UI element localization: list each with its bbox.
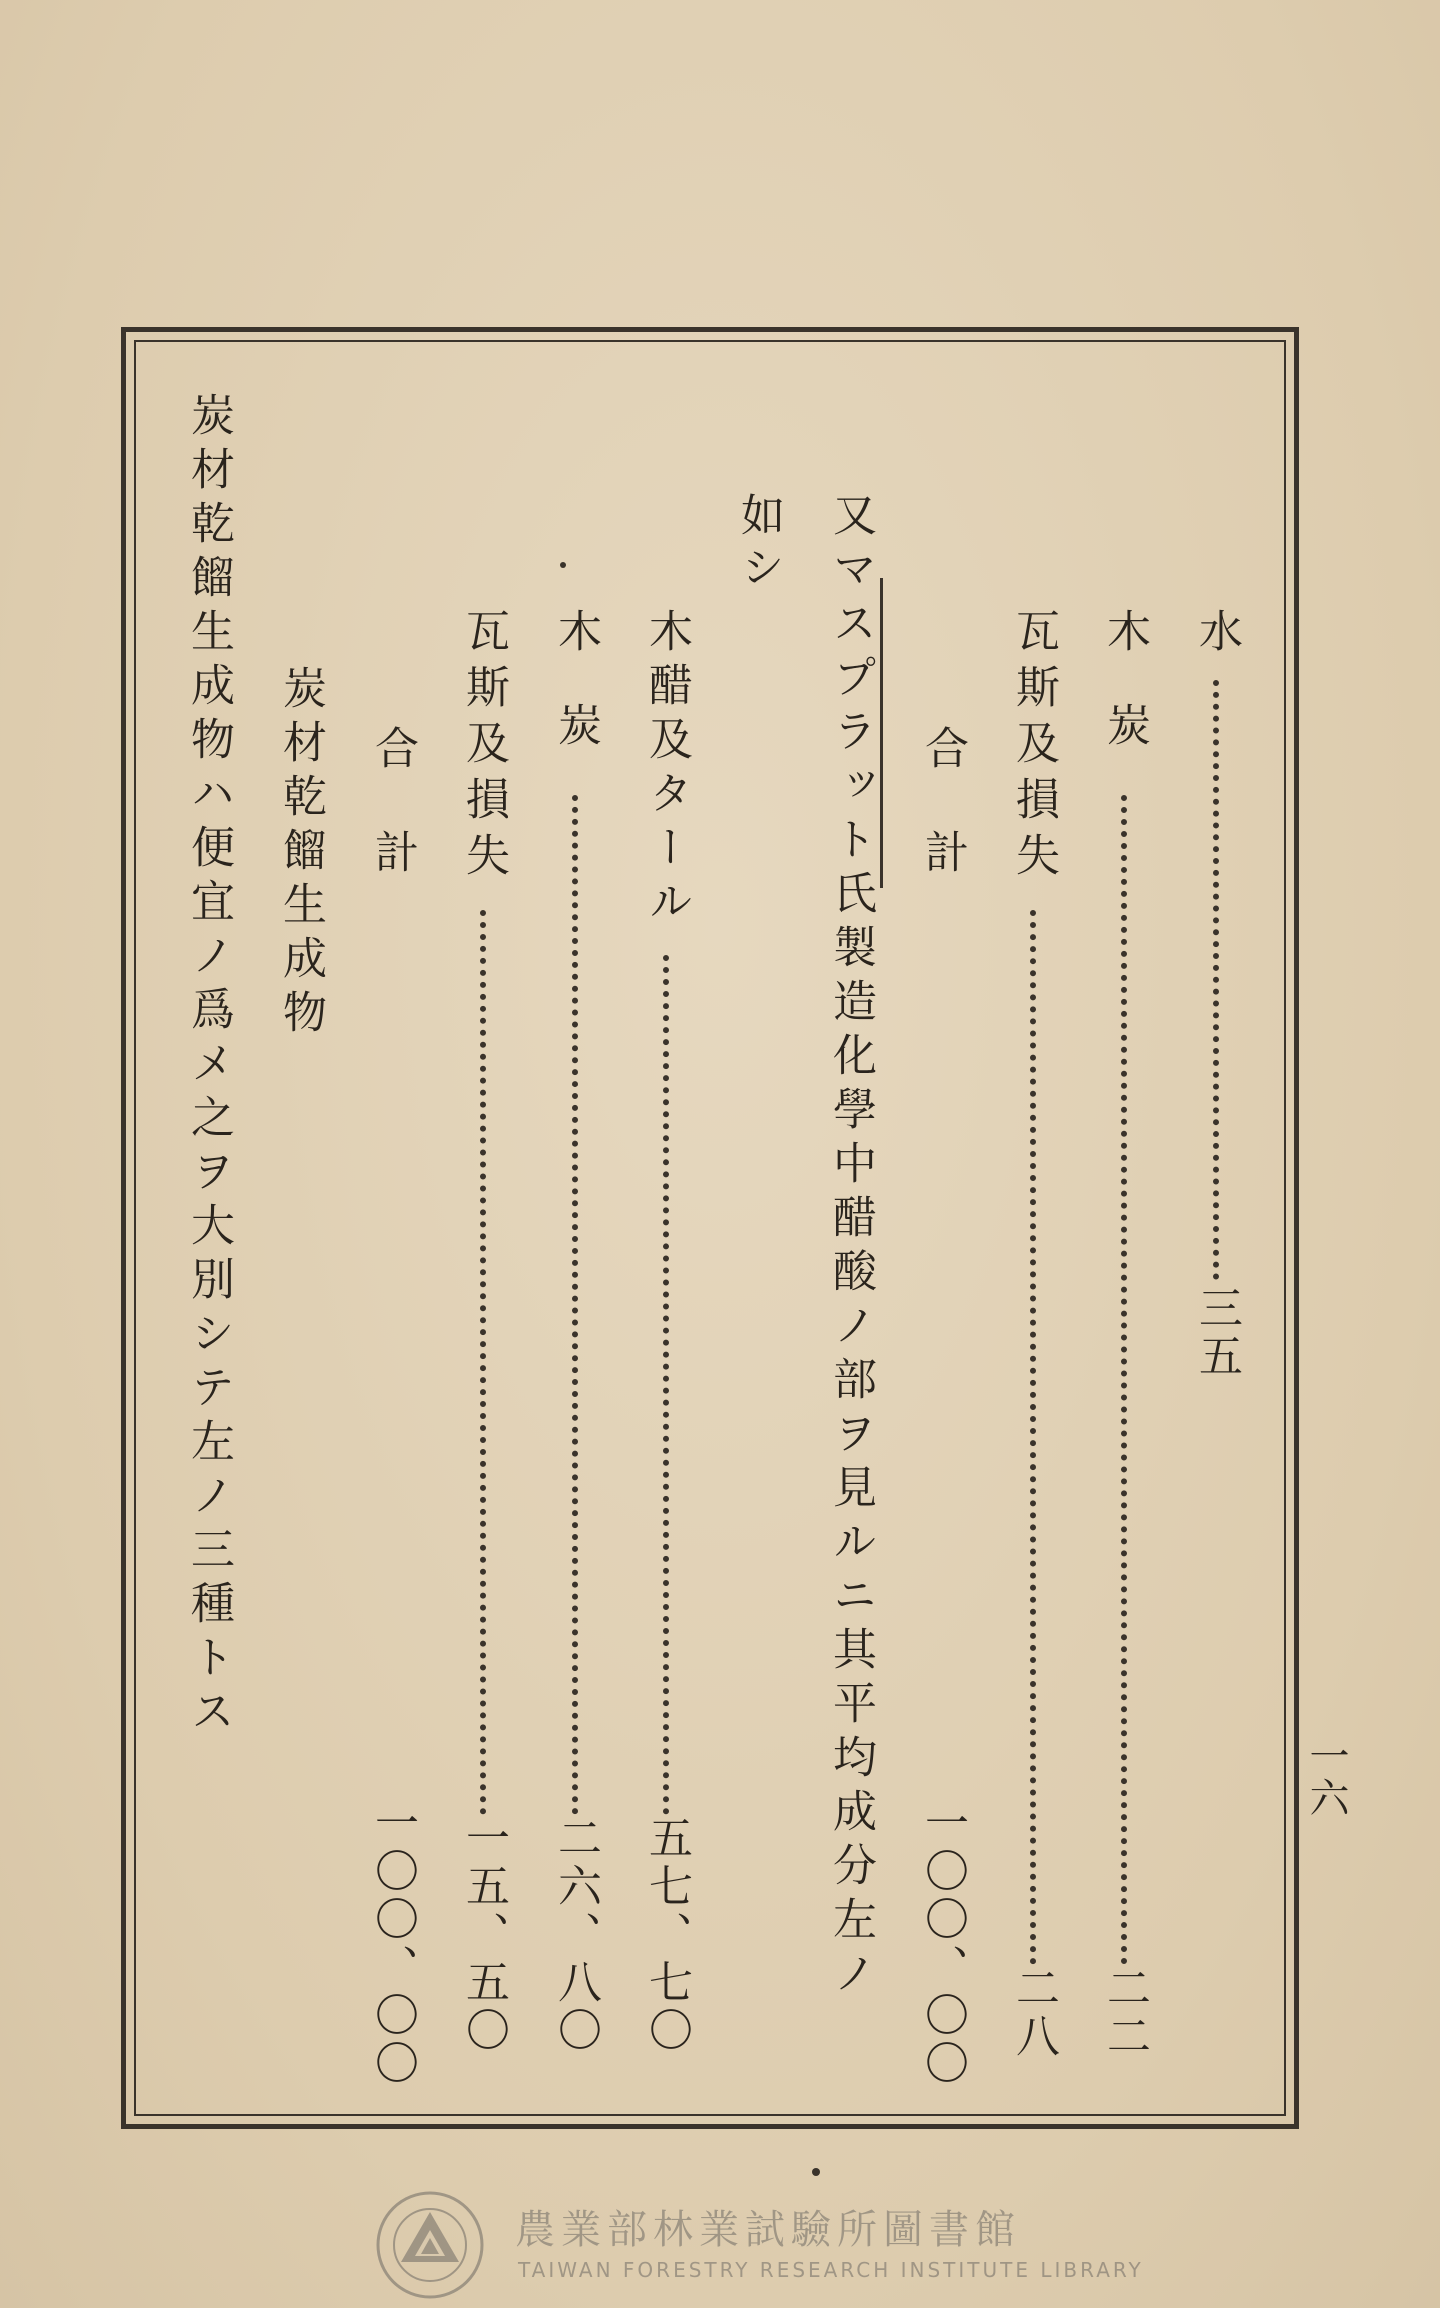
table2-total-value: 一〇〇、〇〇: [367, 1800, 418, 2088]
closing-sentence: 炭材乾餾生成物ハ便宜ノ爲メ之ヲ大別シテ左ノ三種トス: [183, 392, 234, 1742]
table1-row-water-leader: [1213, 680, 1219, 1280]
table2-row-gas-value: 一五、五〇: [458, 1815, 509, 2055]
ink-speck: [560, 562, 566, 568]
table2-row-charcoal-leader: [572, 795, 578, 1815]
table1-row-water-value: 三五: [1191, 1285, 1242, 1381]
paragraph-line-2: 如シ: [733, 492, 784, 596]
table1-row-charcoal-value: 二二: [1099, 1965, 1150, 2061]
table1-row-charcoal-leader: [1121, 795, 1127, 1965]
name-bracket: [880, 578, 901, 888]
page-number: 一六: [1303, 1735, 1349, 1819]
table1-row-gas-leader: [1030, 910, 1036, 1965]
table2-row-charcoal-label: 木炭: [550, 608, 601, 796]
page-frame-inner: [134, 340, 1286, 2116]
table1-total-label: 合計: [917, 725, 968, 933]
table2-row-gas-label: 瓦斯及損失: [458, 608, 509, 888]
table2-row-vinegar-leader: [663, 955, 669, 1815]
table2-row-gas-leader: [480, 910, 486, 1815]
library-watermark: [375, 2190, 1144, 2300]
table1-row-charcoal-label: 木炭: [1099, 608, 1150, 796]
table2-row-charcoal-value: 二六、八〇: [550, 1815, 601, 2055]
paragraph-line-1: 又マスプラット氏製造化學中醋酸ノ部ヲ見ルニ其平均成分左ノ: [825, 492, 876, 2004]
ink-speck: [812, 2168, 820, 2176]
table1-row-gas-label: 瓦斯及損失: [1008, 608, 1059, 888]
watermark-subtitle: TAIWAN FORESTRY RESEARCH INSTITUTE LIBRARY: [518, 2258, 1144, 2282]
table1-total-value: 一〇〇、〇〇: [917, 1800, 968, 2088]
section-heading: 炭材乾餾生成物: [275, 665, 326, 1043]
table2-row-vinegar-value: 五七、七〇: [641, 1815, 692, 2055]
library-seal-icon: [375, 2190, 485, 2300]
watermark-title: 農業部林業試驗所圖書館: [515, 2207, 1021, 2253]
table1-row-water-label: 水: [1191, 608, 1242, 660]
table2-row-vinegar-label: 木醋及タール: [641, 608, 692, 932]
table1-row-gas-value: 二八: [1008, 1965, 1059, 2061]
table2-total-label: 合計: [367, 725, 418, 933]
